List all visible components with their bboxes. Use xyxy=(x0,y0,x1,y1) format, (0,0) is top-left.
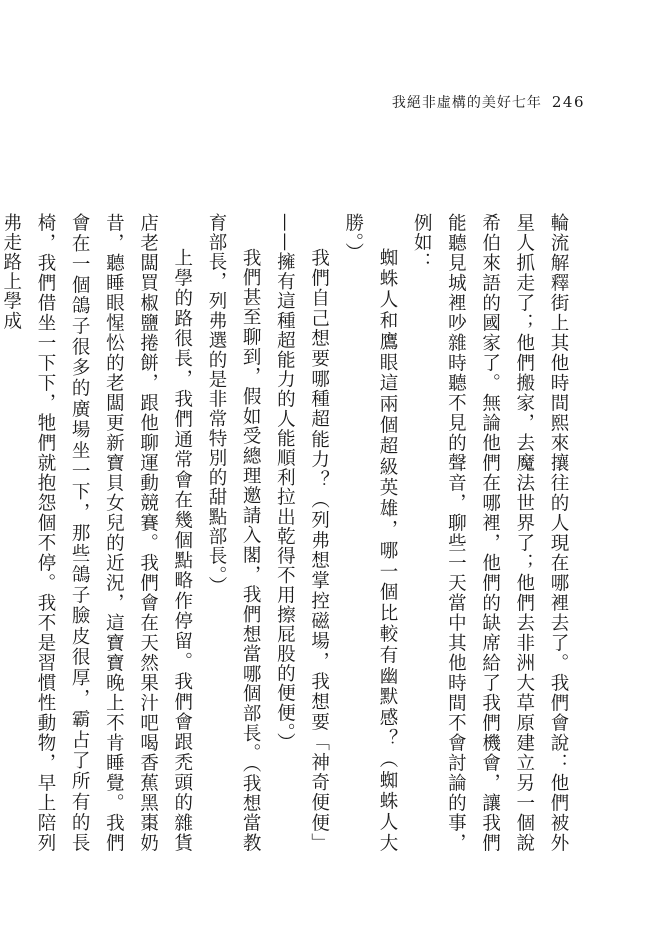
paragraph-2: 蜘蛛人和鷹眼這兩個超級英雄，哪一個比較有幽默感？（蜘蛛人大勝。） xyxy=(342,213,398,853)
paragraph-3: 我們自己想要哪種超能力？（列弗想掌控磁場，我想要「神奇便便」——擁有這種超能力的人能順利拉出乾得不用擦屁股的便便。） xyxy=(274,213,330,853)
paragraph-4: 我們甚至聊到，假如受總理邀請入閣，我們想當哪個部長。（我想當教育部長，列弗選的是非常特別的甜點部長。） xyxy=(205,213,262,853)
running-header xyxy=(392,92,585,112)
page-number: 246 xyxy=(551,93,585,111)
paragraph-5: 上學的路很長，我們通常會在幾個點略作停留。我們會跟禿頭的雜貨店老闆買椒鹽捲餅，跟他聊運動競賽。我們會在天然果汁吧喝香蕉黑棗奶昔，聽睡眼惺忪的老闆更新寶貝女兒的近況，這寶寶晚上不肯睡覺。我們會在一個鴿子很多的廣場坐一下，那些鴿子臉皮很厚，霸占了所有的長椅，我們借坐一下下，牠們就抱怨個不停。我不是習慣性動物，早上陪列弗走路上學成 xyxy=(0,213,193,853)
book-title: 我絕非虛構的美好七年 xyxy=(391,95,542,111)
body-text xyxy=(0,213,575,853)
paragraph-1: 輪流解釋街上其他時間熙來攘往的人現在哪裡去了。我們會說：他們被外星人抓走了；他們搬家，去魔法世界了；他們去非洲大草原建立另一個說希伯來語的國家了。無論他們在哪裡，他們的缺席給了我們機會，讓我們能聽見城裡吵雜時聽不見的聲音，聊些一天當中其他時間不會討論的事，例如： xyxy=(411,213,569,853)
